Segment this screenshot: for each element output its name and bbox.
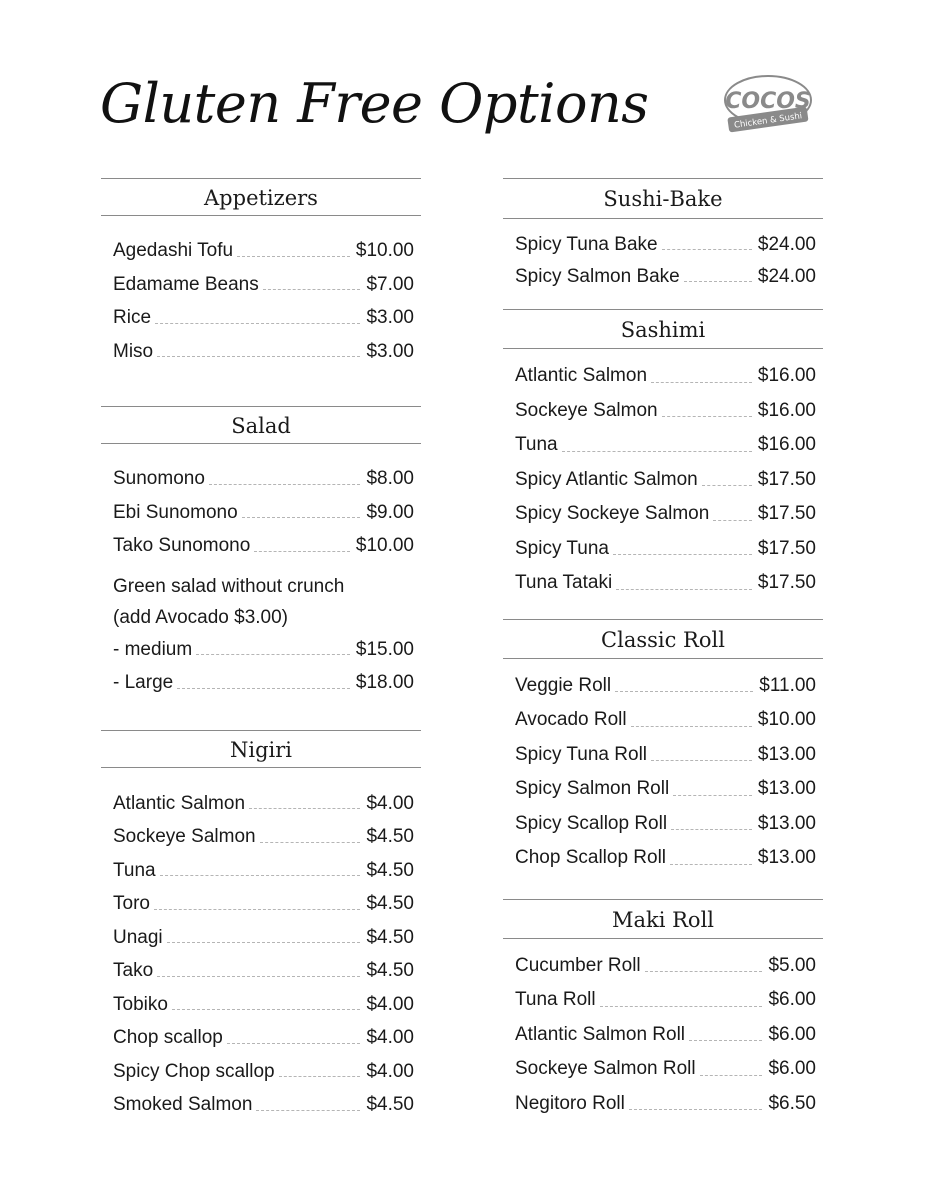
item-price: $13.00	[757, 812, 816, 834]
item-name: Spicy Tuna Bake	[515, 234, 658, 255]
item-name: Chop Scallop Roll	[515, 847, 667, 868]
menu-item	[515, 738, 816, 773]
item-name: Ebi Sunomono	[113, 501, 238, 523]
leader-dots	[671, 829, 752, 830]
item-name: Spicy Tuna Roll	[515, 743, 648, 765]
section-heading: Classic Roll	[503, 619, 823, 659]
leader-dots	[615, 691, 753, 692]
leader-dots	[256, 1110, 360, 1111]
menu-item	[113, 1088, 414, 1122]
menu-item	[113, 301, 414, 335]
menu-item	[113, 854, 414, 888]
leader-dots	[279, 1076, 361, 1077]
right-column	[503, 178, 823, 1121]
item-price: $4.00	[366, 1027, 414, 1048]
item-name: Atlantic Salmon	[113, 792, 246, 814]
leader-dots	[600, 1006, 763, 1007]
menu-item	[515, 532, 816, 567]
menu-item	[515, 497, 816, 532]
item-name: Sockeye Salmon	[113, 826, 256, 847]
section-heading: Sushi-Bake	[503, 178, 823, 219]
section-heading: Appetizers	[101, 178, 421, 216]
leader-dots	[172, 1009, 361, 1010]
menu-item	[515, 949, 816, 984]
section-maki-roll	[503, 899, 823, 1122]
page-title: Gluten Free Options	[100, 72, 649, 135]
left-column	[101, 178, 421, 1122]
leader-dots	[160, 875, 361, 876]
item-price: $6.00	[768, 1023, 816, 1045]
item-name: Sockeye Salmon	[515, 399, 658, 421]
item-name: Tuna Tataki	[515, 572, 613, 593]
item-name: Negitoro Roll	[515, 1092, 625, 1114]
item-price: $17.50	[757, 468, 816, 490]
item-name: Unagi	[113, 926, 163, 948]
item-name: Tako Sunomono	[113, 535, 251, 556]
leader-dots	[209, 484, 361, 485]
item-price: $4.50	[366, 1094, 414, 1115]
leader-dots	[562, 451, 752, 452]
item-name: Spicy Tuna	[515, 537, 609, 559]
leader-dots	[196, 654, 350, 655]
item-name: Cucumber Roll	[515, 954, 641, 976]
item-price: $16.00	[757, 399, 816, 421]
menu-item	[113, 462, 414, 496]
item-price: $17.50	[757, 503, 816, 524]
item-price: $4.00	[366, 792, 414, 814]
menu-item	[113, 234, 414, 268]
menu-item	[113, 887, 414, 921]
item-name: Spicy Sockeye Salmon	[515, 503, 710, 524]
item-name: Tuna Roll	[515, 989, 596, 1010]
cocos-logo	[718, 70, 818, 140]
menu-item	[515, 463, 816, 498]
leader-dots	[645, 971, 763, 972]
section-classic-roll	[503, 619, 823, 876]
menu-item	[515, 428, 816, 463]
leader-dots	[227, 1043, 361, 1044]
item-name: Spicy Salmon Roll	[515, 778, 670, 799]
menu-item	[113, 954, 414, 988]
menu-item	[515, 261, 816, 293]
section-heading: Sashimi	[503, 309, 823, 349]
item-name: Atlantic Salmon	[515, 365, 648, 386]
item-name: Spicy Chop scallop	[113, 1060, 275, 1082]
menu-item	[515, 1052, 816, 1087]
item-price: $18.00	[355, 672, 414, 693]
leader-dots	[616, 589, 752, 590]
menu-item	[113, 335, 414, 369]
leader-dots	[237, 256, 350, 257]
item-name: Avocado Roll	[515, 709, 627, 730]
section-heading: Salad	[101, 406, 421, 444]
item-price: $6.00	[768, 1058, 816, 1079]
item-price: $17.50	[757, 572, 816, 593]
leader-dots	[260, 842, 361, 843]
section-nigiri	[101, 730, 421, 1122]
item-name: Spicy Atlantic Salmon	[515, 468, 698, 490]
item-price: $8.00	[366, 468, 414, 489]
section-appetizers	[101, 178, 421, 368]
item-price: $4.50	[366, 859, 414, 881]
leader-dots	[249, 808, 360, 809]
section-salad	[101, 406, 421, 700]
item-price: $4.00	[366, 993, 414, 1015]
item-price: $6.00	[768, 989, 816, 1010]
leader-dots	[155, 323, 360, 324]
item-price: $4.50	[366, 893, 414, 914]
item-name: Spicy Salmon Bake	[515, 266, 680, 287]
section-sushi-bake	[503, 178, 823, 293]
item-name: Tuna	[113, 859, 156, 881]
item-price: $6.50	[768, 1092, 816, 1114]
menu-item	[515, 669, 816, 704]
item-name: Toro	[113, 893, 150, 914]
section-heading: Maki Roll	[503, 899, 823, 939]
item-name: Miso	[113, 340, 154, 362]
item-name: Tobiko	[113, 993, 168, 1015]
item-price: $10.00	[757, 709, 816, 730]
item-price: $3.00	[366, 340, 414, 362]
item-name: Sockeye Salmon Roll	[515, 1058, 696, 1079]
menu-item	[515, 703, 816, 738]
menu-item	[113, 988, 414, 1022]
menu-item	[113, 268, 414, 302]
leader-dots	[702, 485, 752, 486]
item-name: Chop scallop	[113, 1027, 223, 1048]
item-price: $4.50	[366, 826, 414, 847]
leader-dots	[629, 1109, 763, 1110]
leader-dots	[651, 382, 752, 383]
menu-item	[113, 496, 414, 530]
item-price: $10.00	[355, 535, 414, 556]
item-name: Tuna	[515, 434, 558, 455]
menu-item	[515, 359, 816, 394]
menu-item	[113, 787, 414, 821]
item-price: $15.00	[355, 638, 414, 660]
leader-dots	[157, 356, 360, 357]
item-price: $4.50	[366, 926, 414, 948]
menu-item	[515, 983, 816, 1018]
leader-dots	[700, 1075, 763, 1076]
leader-dots	[154, 909, 360, 910]
item-price: $3.00	[366, 307, 414, 328]
leader-dots	[684, 281, 752, 282]
item-name: Edamame Beans	[113, 273, 259, 295]
leader-dots	[689, 1040, 762, 1041]
leader-dots	[157, 976, 360, 977]
item-name: Sunomono	[113, 468, 205, 489]
menu-item	[515, 1018, 816, 1053]
item-price: $13.00	[757, 778, 816, 799]
menu-item	[515, 1087, 816, 1122]
leader-dots	[613, 554, 752, 555]
leader-dots	[177, 688, 350, 689]
logo-subtext: Chicken & Sushi	[733, 111, 803, 131]
item-price: $4.00	[366, 1060, 414, 1082]
item-price: $16.00	[757, 434, 816, 455]
item-name: Tako	[113, 960, 154, 981]
item-name: Rice	[113, 307, 152, 328]
leader-dots	[651, 760, 752, 761]
leader-dots	[631, 726, 752, 727]
leader-dots	[662, 416, 752, 417]
item-price: $24.00	[757, 234, 816, 255]
leader-dots	[670, 864, 752, 865]
leader-dots	[167, 942, 361, 943]
item-price: $13.00	[757, 847, 816, 868]
leader-dots	[263, 289, 361, 290]
item-price: $16.00	[757, 365, 816, 386]
item-name: Smoked Salmon	[113, 1094, 253, 1115]
menu-item	[113, 666, 414, 700]
leader-dots	[673, 795, 752, 796]
item-name: Agedashi Tofu	[113, 240, 234, 261]
item-price: $10.00	[355, 240, 414, 261]
menu-item	[113, 1021, 414, 1055]
menu-item	[113, 633, 414, 667]
section-sashimi	[503, 309, 823, 601]
item-price: $5.00	[768, 954, 816, 976]
item-name: - medium	[113, 638, 193, 660]
salad-note: (add Avocado $3.00)	[113, 606, 289, 628]
leader-dots	[713, 520, 752, 521]
section-heading: Nigiri	[101, 730, 421, 768]
item-price: $4.50	[366, 960, 414, 981]
item-price: $13.00	[757, 743, 816, 765]
item-price: $24.00	[757, 266, 816, 287]
item-name: Atlantic Salmon Roll	[515, 1023, 686, 1045]
menu-item	[113, 1055, 414, 1089]
item-name: - Large	[113, 672, 174, 693]
menu-item	[515, 772, 816, 807]
salad-note: Green salad without crunch	[113, 575, 345, 597]
item-price: $9.00	[366, 501, 414, 523]
item-name: Spicy Scallop Roll	[515, 812, 668, 834]
item-name: Veggie Roll	[515, 674, 612, 696]
menu-item	[113, 529, 414, 563]
leader-dots	[254, 551, 350, 552]
leader-dots	[242, 517, 361, 518]
menu-item	[515, 841, 816, 876]
menu-item	[113, 921, 414, 955]
menu-item	[515, 807, 816, 842]
logo-text: COCOS	[725, 89, 811, 114]
item-price: $17.50	[757, 537, 816, 559]
leader-dots	[662, 249, 752, 250]
menu-item	[113, 820, 414, 854]
menu-item	[515, 566, 816, 601]
menu-item	[515, 229, 816, 261]
menu-item	[515, 394, 816, 429]
item-price: $7.00	[366, 273, 414, 295]
item-price: $11.00	[759, 674, 816, 696]
